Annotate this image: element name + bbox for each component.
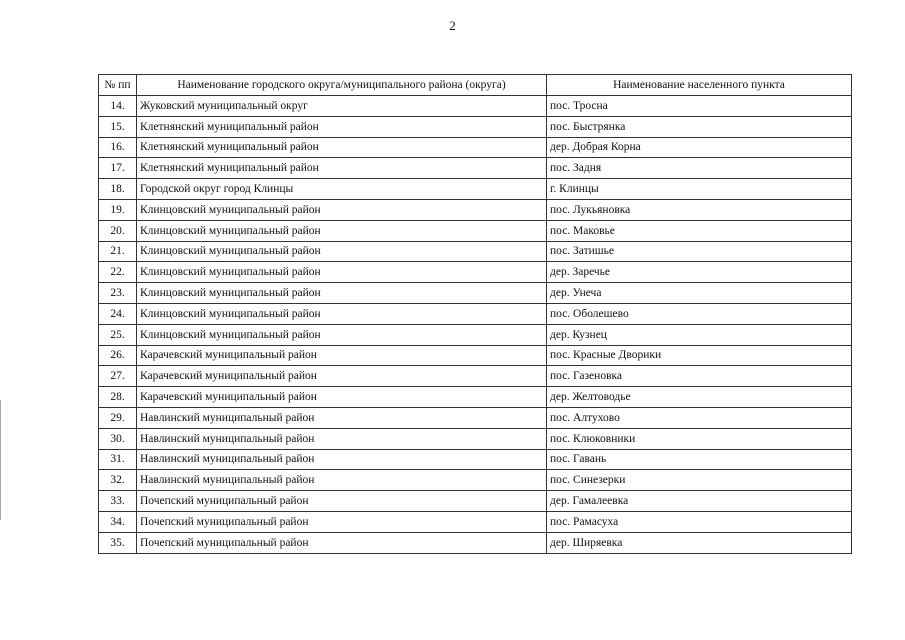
district-name: Жуковский муниципальный округ bbox=[137, 96, 547, 117]
district-name: Навлинский муниципальный район bbox=[137, 470, 547, 491]
settlement-name: пос. Оболешево bbox=[547, 303, 852, 324]
row-number: 16. bbox=[99, 137, 137, 158]
table-row bbox=[99, 262, 852, 283]
settlement-name: пос. Газеновка bbox=[547, 366, 852, 387]
settlement-name: пос. Затишье bbox=[547, 241, 852, 262]
row-number: 29. bbox=[99, 407, 137, 428]
table-row bbox=[99, 532, 852, 553]
header-district: Наименование городского округа/муниципального района (округа) bbox=[137, 75, 547, 96]
table-row bbox=[99, 449, 852, 470]
row-number: 26. bbox=[99, 345, 137, 366]
settlement-name: г. Клинцы bbox=[547, 179, 852, 200]
row-number: 31. bbox=[99, 449, 137, 470]
table-row bbox=[99, 116, 852, 137]
district-name: Клинцовский муниципальный район bbox=[137, 199, 547, 220]
district-name: Клинцовский муниципальный район bbox=[137, 220, 547, 241]
district-name: Карачевский муниципальный район bbox=[137, 387, 547, 408]
table-row bbox=[99, 407, 852, 428]
row-number: 33. bbox=[99, 491, 137, 512]
header-settlement: Наименование населенного пункта bbox=[547, 75, 852, 96]
settlement-name: пос. Задня bbox=[547, 158, 852, 179]
table-header-row bbox=[99, 75, 852, 96]
header-number: № пп bbox=[99, 75, 137, 96]
settlement-name: пос. Лукьяновка bbox=[547, 199, 852, 220]
district-name: Навлинский муниципальный район bbox=[137, 428, 547, 449]
settlement-name: дер. Кузнец bbox=[547, 324, 852, 345]
row-number: 35. bbox=[99, 532, 137, 553]
settlement-name: дер. Унеча bbox=[547, 283, 852, 304]
district-name: Городской округ город Клинцы bbox=[137, 179, 547, 200]
row-number: 21. bbox=[99, 241, 137, 262]
district-name: Навлинский муниципальный район bbox=[137, 449, 547, 470]
row-number: 30. bbox=[99, 428, 137, 449]
district-name: Почепский муниципальный район bbox=[137, 511, 547, 532]
row-number: 14. bbox=[99, 96, 137, 117]
page-number: 2 bbox=[449, 18, 456, 33]
district-name: Карачевский муниципальный район bbox=[137, 345, 547, 366]
table-row bbox=[99, 220, 852, 241]
row-number: 28. bbox=[99, 387, 137, 408]
table-row bbox=[99, 491, 852, 512]
settlement-name: пос. Алтухово bbox=[547, 407, 852, 428]
settlement-name: дер. Гамалеевка bbox=[547, 491, 852, 512]
row-number: 24. bbox=[99, 303, 137, 324]
row-number: 22. bbox=[99, 262, 137, 283]
row-number: 25. bbox=[99, 324, 137, 345]
settlements-table bbox=[98, 74, 852, 554]
settlement-name: пос. Тросна bbox=[547, 96, 852, 117]
table-row bbox=[99, 428, 852, 449]
district-name: Клинцовский муниципальный район bbox=[137, 324, 547, 345]
district-name: Почепский муниципальный район bbox=[137, 491, 547, 512]
district-name: Клинцовский муниципальный район bbox=[137, 303, 547, 324]
district-name: Клетнянский муниципальный район bbox=[137, 137, 547, 158]
district-name: Клинцовский муниципальный район bbox=[137, 262, 547, 283]
district-name: Клинцовский муниципальный район bbox=[137, 241, 547, 262]
table-row bbox=[99, 470, 852, 491]
table-row bbox=[99, 241, 852, 262]
settlement-name: пос. Синезерки bbox=[547, 470, 852, 491]
table-row bbox=[99, 96, 852, 117]
table-row bbox=[99, 158, 852, 179]
row-number: 18. bbox=[99, 179, 137, 200]
row-number: 15. bbox=[99, 116, 137, 137]
district-name: Карачевский муниципальный район bbox=[137, 366, 547, 387]
table-row bbox=[99, 324, 852, 345]
table-row bbox=[99, 179, 852, 200]
district-name: Клинцовский муниципальный район bbox=[137, 283, 547, 304]
table-row bbox=[99, 283, 852, 304]
row-number: 17. bbox=[99, 158, 137, 179]
settlement-name: пос. Гавань bbox=[547, 449, 852, 470]
settlement-name: дер. Ширяевка bbox=[547, 532, 852, 553]
row-number: 27. bbox=[99, 366, 137, 387]
table-row bbox=[99, 366, 852, 387]
settlement-name: дер. Заречье bbox=[547, 262, 852, 283]
settlement-name: дер. Добрая Корна bbox=[547, 137, 852, 158]
table-row bbox=[99, 511, 852, 532]
settlement-name: пос. Маковье bbox=[547, 220, 852, 241]
table-row bbox=[99, 303, 852, 324]
table-row bbox=[99, 137, 852, 158]
table-row bbox=[99, 345, 852, 366]
settlement-name: пос. Быстрянка bbox=[547, 116, 852, 137]
district-name: Навлинский муниципальный район bbox=[137, 407, 547, 428]
table-row bbox=[99, 387, 852, 408]
row-number: 32. bbox=[99, 470, 137, 491]
settlement-name: пос. Клюковники bbox=[547, 428, 852, 449]
row-number: 34. bbox=[99, 511, 137, 532]
district-name: Почепский муниципальный район bbox=[137, 532, 547, 553]
table-row bbox=[99, 199, 852, 220]
settlement-name: дер. Желтоводье bbox=[547, 387, 852, 408]
row-number: 20. bbox=[99, 220, 137, 241]
row-number: 23. bbox=[99, 283, 137, 304]
district-name: Клетнянский муниципальный район bbox=[137, 158, 547, 179]
settlement-name: пос. Красные Дворики bbox=[547, 345, 852, 366]
settlement-name: пос. Рамасуха bbox=[547, 511, 852, 532]
row-number: 19. bbox=[99, 199, 137, 220]
scan-edge-line bbox=[0, 400, 1, 520]
district-name: Клетнянский муниципальный район bbox=[137, 116, 547, 137]
table-body bbox=[99, 96, 852, 554]
